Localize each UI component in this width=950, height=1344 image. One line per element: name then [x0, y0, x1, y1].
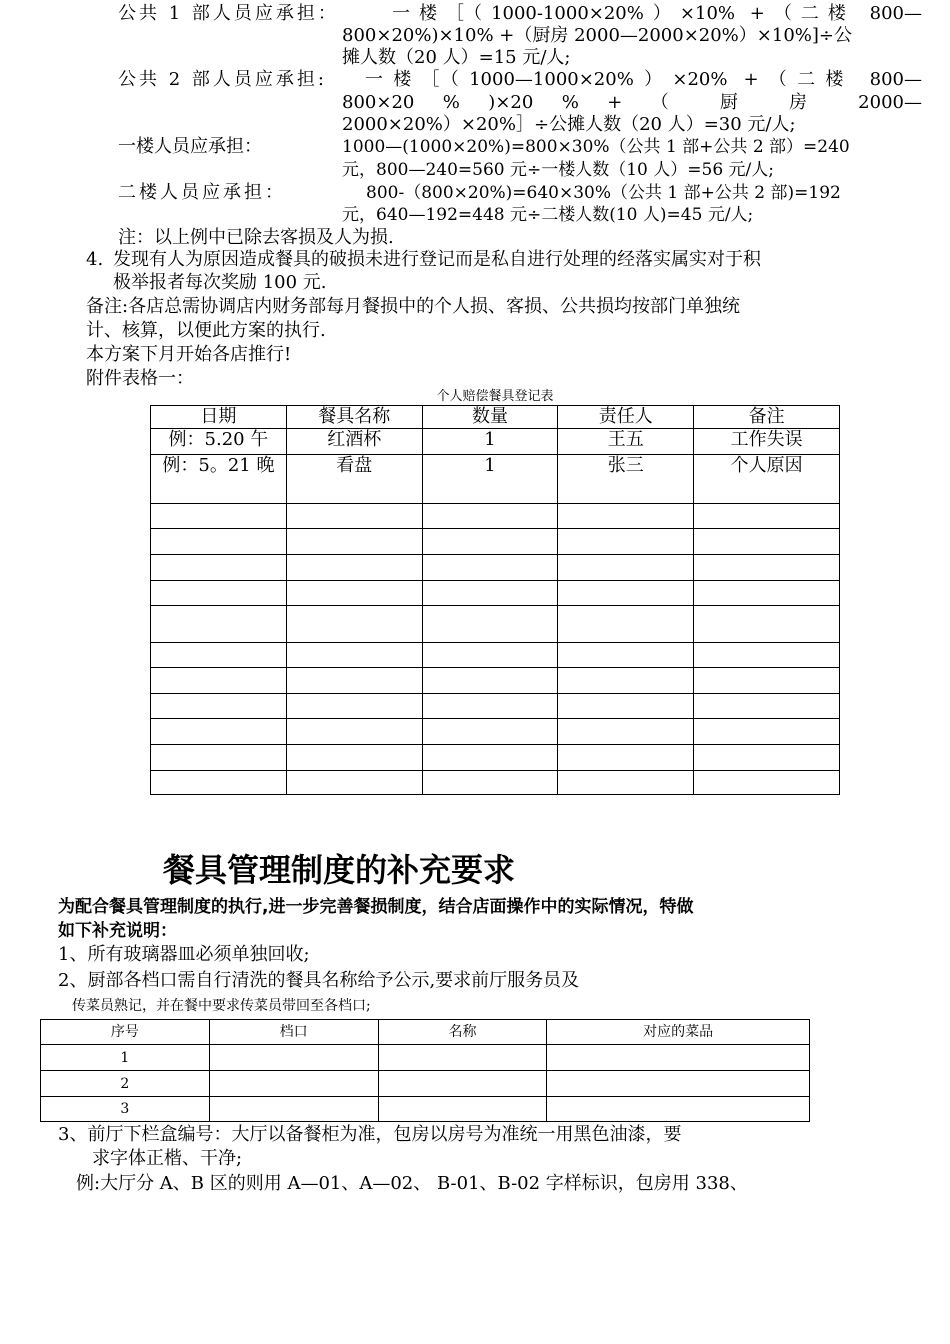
- section-title: 餐具管理制度的补充要求: [163, 851, 516, 889]
- table-row: [41, 1071, 810, 1097]
- table-cell: 看盘: [286, 455, 422, 504]
- empty-row: [151, 529, 840, 555]
- item4-line1: 发现有人为原因造成餐具的破损未进行登记而是私自进行处理的经落实属实对于积: [113, 249, 761, 270]
- empty-row: [151, 771, 840, 795]
- empty-row: [151, 719, 840, 745]
- section-intro-line1: 为配合餐具管理制度的执行,进一步完善餐损制度，结合店面操作中的实际情况，特做: [58, 897, 694, 917]
- header-cell: 日期: [151, 406, 287, 429]
- header-cell: 数量: [422, 406, 558, 429]
- table-cell: 红酒杯: [286, 429, 422, 455]
- remark-line1: 备注:各店总需协调店内财务部每月餐损中的个人损、客损、公共损均按部门单独统: [86, 296, 741, 317]
- empty-row: [151, 581, 840, 606]
- attachment-label: 附件表格一：: [86, 368, 194, 389]
- empty-row: [151, 643, 840, 668]
- public1-line3: 摊人数（20 人）=15 元/人;: [342, 47, 571, 68]
- table-cell: 例：5。21 晚: [151, 455, 287, 504]
- floor2-line2: 元，640—192=448 元÷二楼人数(10 人)=45 元/人;: [342, 205, 754, 225]
- table-cell: 工作失误: [694, 429, 840, 455]
- public2-label: 公共 2 部人员应承担:: [118, 69, 327, 90]
- public1-line2: 800×20%)×10% +（厨房 2000—2000×20%）×10%]÷公: [342, 25, 852, 46]
- supplement-item3-line2: 求字体正楷、干净;: [92, 1148, 243, 1169]
- public2-line2: 800×20 % )×20 % + （ 厨 房 2000—: [342, 92, 922, 113]
- header-cell: 餐具名称: [286, 406, 422, 429]
- supplement-item2-cont: 传菜员熟记，并在餐中要求传菜员带回至各档口;: [72, 998, 371, 1014]
- remark-line2: 计、核算，以便此方案的执行.: [86, 320, 326, 341]
- supplement-item3-example: 例:大厅分 A、B 区的则用 A—01、A—02、 B-01、B-02 字样标识，包房用 338、: [76, 1173, 748, 1194]
- empty-row: [151, 694, 840, 719]
- table-row: [151, 429, 840, 455]
- table-cell: 个人原因: [694, 455, 840, 504]
- table-row: [41, 1045, 810, 1071]
- supplement-item1: 1、所有玻璃器皿必须单独回收;: [58, 944, 310, 965]
- item4-number: 4.: [86, 249, 104, 270]
- floor1-label: 一楼人员应承担：: [118, 136, 262, 157]
- public2-line1: 一楼［（1000—1000×20%）×20% +（二楼 800—: [365, 69, 922, 90]
- empty-row: [151, 606, 840, 643]
- public2-line3: 2000×20%）×20%］÷公摊人数（20 人）=30 元/人;: [342, 114, 796, 135]
- supplement-item2: 2、厨部各档口需自行清洗的餐具名称给予公示,要求前厅服务员及: [58, 970, 580, 991]
- public1-label: 公共 1 部人员应承担：: [118, 3, 339, 24]
- header-cell: 对应的菜品: [547, 1020, 810, 1045]
- empty-row: [151, 668, 840, 694]
- item4-line2: 极举报者每次奖励 100 元.: [113, 272, 327, 293]
- table-row: [41, 1097, 810, 1122]
- empty-row: [151, 745, 840, 771]
- row-number: 2: [41, 1071, 210, 1097]
- header-cell: 备注: [694, 406, 840, 429]
- row-number: 3: [41, 1097, 210, 1122]
- header-cell: 序号: [41, 1020, 210, 1045]
- table-row: [151, 455, 840, 504]
- row-number: 1: [41, 1045, 210, 1071]
- supplement-item3-line1: 3、前厅下栏盒编号：大厅以备餐柜为准，包房以房号为准统一用黑色油漆，要: [58, 1124, 682, 1145]
- table-cell: 1: [422, 429, 558, 455]
- table-cell: 例：5.20 午: [151, 429, 287, 455]
- header-cell: 名称: [378, 1020, 547, 1045]
- stall-header-row: [41, 1020, 810, 1045]
- floor2-line1: 800-（800×20%)=640×30%（公共 1 部+公共 2 部)=192: [366, 183, 841, 203]
- header-cell: 档口: [209, 1020, 378, 1045]
- empty-row: [151, 504, 840, 529]
- floor1-line2: 元，800—240=560 元÷一楼人数（10 人）=56 元/人;: [342, 160, 775, 180]
- header-cell: 责任人: [558, 406, 694, 429]
- floor1-line1: 1000—(1000×20%)=800×30%（公共 1 部+公共 2 部）=240: [342, 137, 850, 157]
- section-intro-line2: 如下补充说明：: [58, 921, 177, 941]
- stall-table: [40, 1019, 810, 1122]
- table-cell: 1: [422, 455, 558, 504]
- register-table: [150, 405, 840, 795]
- public1-line1: 一楼［（1000-1000×20%）×10% +（二楼 800—: [392, 3, 922, 24]
- table-cell: 王五: [558, 429, 694, 455]
- register-header-row: [151, 406, 840, 429]
- implement-note: 本方案下月开始各店推行!: [86, 344, 292, 365]
- empty-row: [151, 555, 840, 581]
- allocation-note: 注：以上例中已除去客损及人为损.: [118, 227, 394, 248]
- register-table-caption: 个人赔偿餐具登记表: [436, 389, 554, 404]
- floor2-label: 二楼人员应承担：: [118, 182, 286, 203]
- table-cell: 张三: [558, 455, 694, 504]
